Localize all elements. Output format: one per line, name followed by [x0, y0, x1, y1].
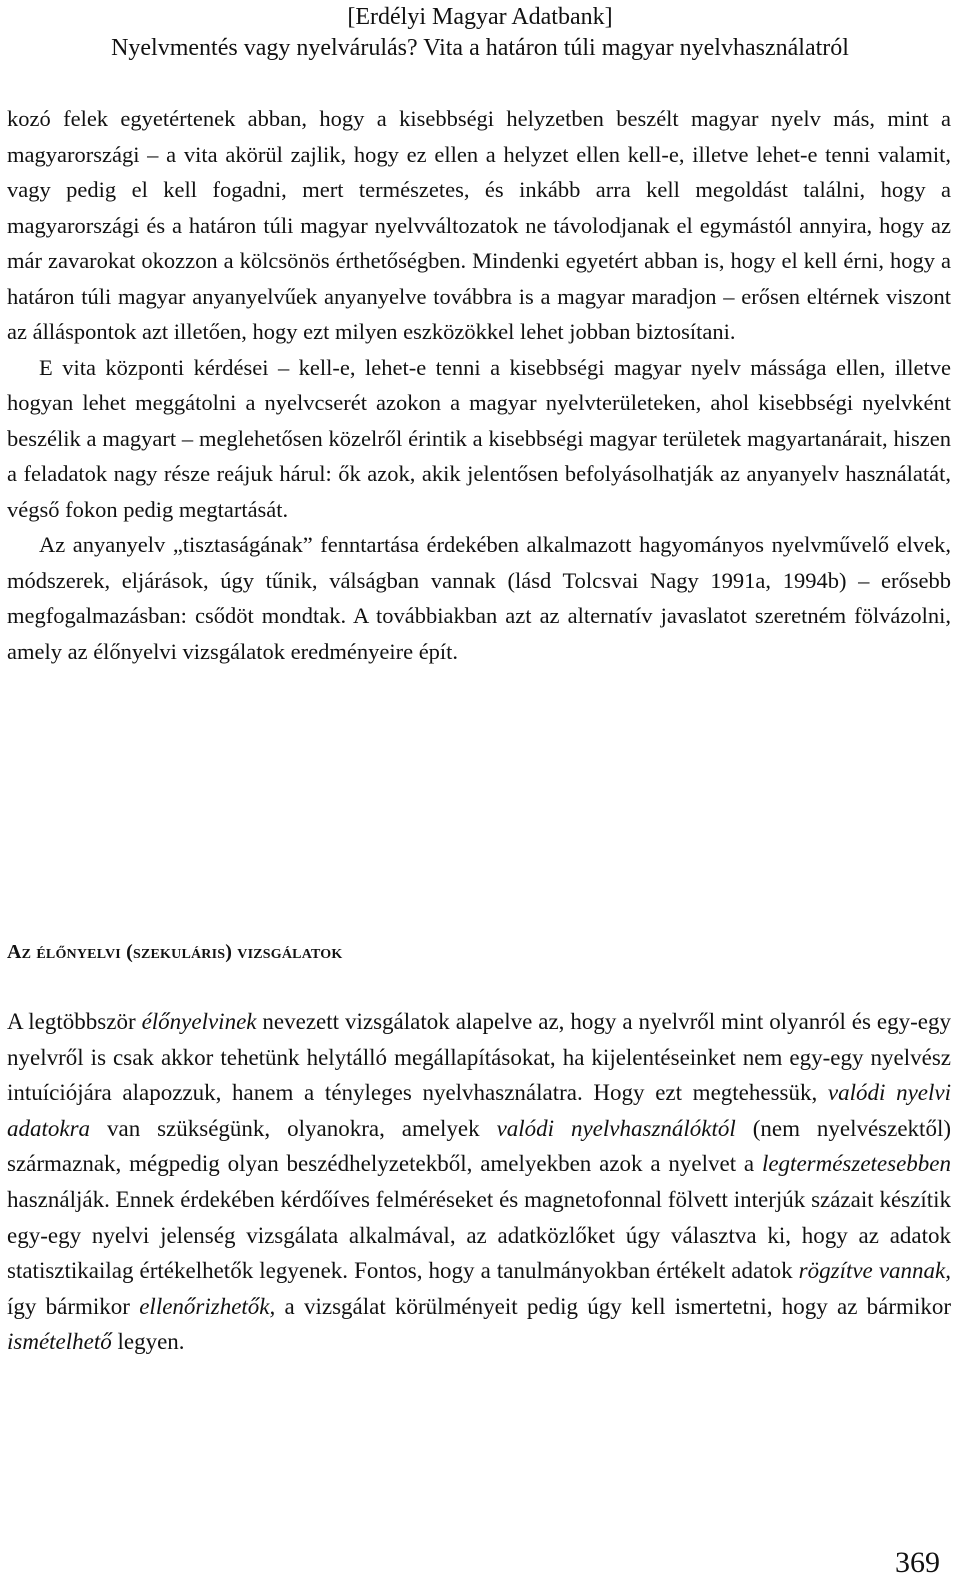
header-title: Nyelvmentés vagy nyelvárulás? Vita a határon túli magyar nyelvhasználatról [111, 35, 849, 61]
section-paragraph [7, 1004, 951, 1360]
page-number: 369 [895, 1546, 940, 1579]
paragraph-2: E vita központi kérdései – kell-e, lehet-e tenni a kisebbségi magyar nyelv mássága ellen, illetve hogyan lehet meggátolni a nyelvcserét azokon a magyar nyelvterületeken, ahol kisebbségi nyelvként beszélik a magyart – meglehetősen közelről érintik a kisebbségi magyar területek magyartanárait, hiszen a feladatok nagy része reájuk hárul: ők azok, akik jelentősen befolyásolhatják az anyanyelv használatát, végső fokon pedig megtartását. [7, 354, 951, 522]
header-source: [Erdélyi Magyar Adatbank] [347, 4, 613, 30]
emphasis: ellenőrizhetők, [139, 1293, 276, 1319]
emphasis: valódi nyelvi adatokra [7, 1080, 951, 1141]
emphasis: legtermészetesebben [761, 1151, 951, 1177]
body-text [7, 101, 951, 669]
text-run: van szükségünk, olyanokra, amelyek [90, 1115, 497, 1141]
paragraph-1: kozó felek egyetértenek abban, hogy a kisebbségi helyzetben beszélt magyar nyelv más, mint a magyarországi – a vita akörül zajlik, hogy ez ellen a helyzet ellen kell-e, illetve lehet-e tenni valamit, vagy pedig el kell fogadni, mert természetes, és inkább arra kell megoldást találni, hogy a magyarországi és a határon túli magyar nyelvváltozatok ne távolodjanak el egymástól annyira, hogy az már zavarokat okozzon a kölcsönös érthetőségben. Mindenki egyetért abban is, hogy el kell érni, hogy a határon túli magyar anyanyelvűek anyanyelve továbbra is a magyar maradjon – erősen eltérnek viszont az álláspontok azt illetően, hogy ezt milyen eszközökkel lehet jobban biztosítani. [7, 106, 951, 344]
text-run: nevezett vizsgálatok alapelve az, hogy a nyelvről mint olyanról és egy-egy nyelvről is csak akkor tehetünk helytálló megállapításokat, ha kijelentéseinket nem egy-egy nyelvész intuíciójára alapozzuk, hanem a tényleges nyelvhasználatra. Hogy ezt megtehessük, [7, 1009, 951, 1106]
emphasis: rögzítve vannak, [798, 1258, 952, 1284]
text-run: legyen. [111, 1329, 185, 1355]
section-heading: Az élőnyelvi (szekuláris) vizsgálatok [7, 941, 343, 963]
emphasis: élőnyelvinek [141, 1009, 257, 1034]
text-run: a vizsgálat körülményeit pedig úgy kell ismertetni, hogy az bármikor [275, 1293, 951, 1319]
text-run: így bármikor [7, 1293, 140, 1319]
text-run: használják. Ennek érdekében kérdőíves felméréseket és magnetofonnal fölvett interjúk százait készítik egy-egy nyelvi jelenség vizsgálata alkalmával, az adatközlőket úgy választva ki, hogy az adatok statisztikailag értékelhetők legyenek. Fontos, hogy a tanulmányokban értékelt adatok [7, 1186, 951, 1284]
section-body [7, 1004, 951, 1360]
text-run: (nem nyelvészektől) származnak, mégpedig olyan beszédhelyzetekből, amelyekben azok a nyelvet a [7, 1115, 951, 1177]
text-run: A legtöbbször [7, 1009, 142, 1034]
paragraph-3: Az anyanyelv „tisztaságának” fenntartása érdekében alkalmazott hagyományos nyelvművelő elvek, módszerek, eljárások, úgy tűnik, válságban vannak (lásd Tolcsvai Nagy 1991a, 1994b) – erősebb megfogalmazásban: csődöt mondtak. A továbbiakban azt az alternatív javaslatot szeretném fölvázolni, amely az élőnyelvi vizsgálatok eredményeire épít. [7, 532, 951, 664]
page-header [0, 2, 960, 64]
emphasis: ismételhető [7, 1329, 112, 1355]
emphasis: valódi nyelvhasználóktól [496, 1115, 736, 1141]
